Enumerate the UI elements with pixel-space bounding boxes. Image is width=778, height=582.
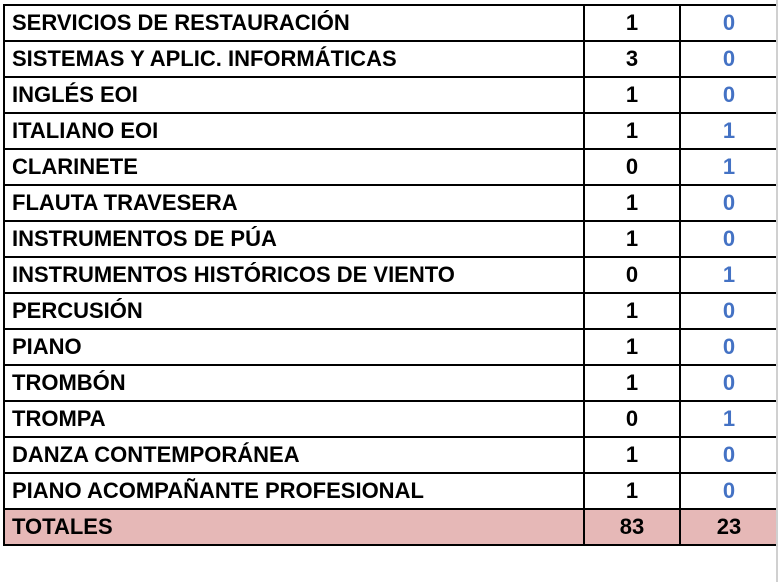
table-row	[4, 41, 778, 77]
row-count-cell[interactable]: 1	[584, 329, 680, 365]
row-count-cell[interactable]: 0	[584, 401, 680, 437]
table-row	[4, 77, 778, 113]
row-second-count-cell[interactable]: 1	[680, 401, 778, 437]
row-count-cell[interactable]: 1	[584, 473, 680, 509]
row-name-cell[interactable]: CLARINETE	[4, 149, 584, 185]
row-second-count-cell[interactable]: 0	[680, 77, 778, 113]
row-second-count-cell[interactable]: 0	[680, 185, 778, 221]
row-name-cell[interactable]: FLAUTA TRAVESERA	[4, 185, 584, 221]
row-name-cell[interactable]: PIANO ACOMPAÑANTE PROFESIONAL	[4, 473, 584, 509]
row-name-cell[interactable]: PIANO	[4, 329, 584, 365]
row-second-count-cell[interactable]: 0	[680, 437, 778, 473]
table-row	[4, 5, 778, 41]
row-name-cell[interactable]: SERVICIOS DE RESTAURACIÓN	[4, 5, 584, 41]
row-second-count-cell[interactable]: 1	[680, 149, 778, 185]
table-row	[4, 221, 778, 257]
table-row	[4, 437, 778, 473]
row-second-count-cell[interactable]: 1	[680, 257, 778, 293]
table-body	[4, 5, 778, 545]
row-name-cell[interactable]: PERCUSIÓN	[4, 293, 584, 329]
row-second-count-cell[interactable]: 0	[680, 293, 778, 329]
table-row	[4, 473, 778, 509]
row-second-count-cell[interactable]: 0	[680, 221, 778, 257]
row-name-cell[interactable]: DANZA CONTEMPORÁNEA	[4, 437, 584, 473]
row-second-count-cell[interactable]: 0	[680, 5, 778, 41]
row-count-cell[interactable]: 1	[584, 293, 680, 329]
table-row	[4, 293, 778, 329]
row-count-cell[interactable]: 1	[584, 185, 680, 221]
table-row	[4, 401, 778, 437]
totals-count-cell[interactable]: 83	[584, 509, 680, 545]
totals-label-cell[interactable]: TOTALES	[4, 509, 584, 545]
row-name-cell[interactable]: TROMBÓN	[4, 365, 584, 401]
row-name-cell[interactable]: SISTEMAS Y APLIC. INFORMÁTICAS	[4, 41, 584, 77]
row-count-cell[interactable]: 1	[584, 365, 680, 401]
row-count-cell[interactable]: 0	[584, 149, 680, 185]
totals-second-count-cell[interactable]: 23	[680, 509, 778, 545]
row-second-count-cell[interactable]: 0	[680, 329, 778, 365]
table-row	[4, 113, 778, 149]
row-second-count-cell[interactable]: 1	[680, 113, 778, 149]
table-row	[4, 329, 778, 365]
row-count-cell[interactable]: 1	[584, 113, 680, 149]
row-name-cell[interactable]: ITALIANO EOI	[4, 113, 584, 149]
table-row	[4, 149, 778, 185]
row-count-cell[interactable]: 1	[584, 437, 680, 473]
row-count-cell[interactable]: 1	[584, 77, 680, 113]
row-name-cell[interactable]: INSTRUMENTOS DE PÚA	[4, 221, 584, 257]
row-count-cell[interactable]: 1	[584, 5, 680, 41]
table-row	[4, 257, 778, 293]
specialties-table	[3, 4, 778, 546]
table-row	[4, 185, 778, 221]
row-name-cell[interactable]: TROMPA	[4, 401, 584, 437]
row-second-count-cell[interactable]: 0	[680, 473, 778, 509]
table-row	[4, 365, 778, 401]
row-name-cell[interactable]: INSTRUMENTOS HISTÓRICOS DE VIENTO	[4, 257, 584, 293]
row-second-count-cell[interactable]: 0	[680, 41, 778, 77]
totals-row	[4, 509, 778, 545]
row-name-cell[interactable]: INGLÉS EOI	[4, 77, 584, 113]
row-count-cell[interactable]: 3	[584, 41, 680, 77]
row-count-cell[interactable]: 0	[584, 257, 680, 293]
row-second-count-cell[interactable]: 0	[680, 365, 778, 401]
row-count-cell[interactable]: 1	[584, 221, 680, 257]
